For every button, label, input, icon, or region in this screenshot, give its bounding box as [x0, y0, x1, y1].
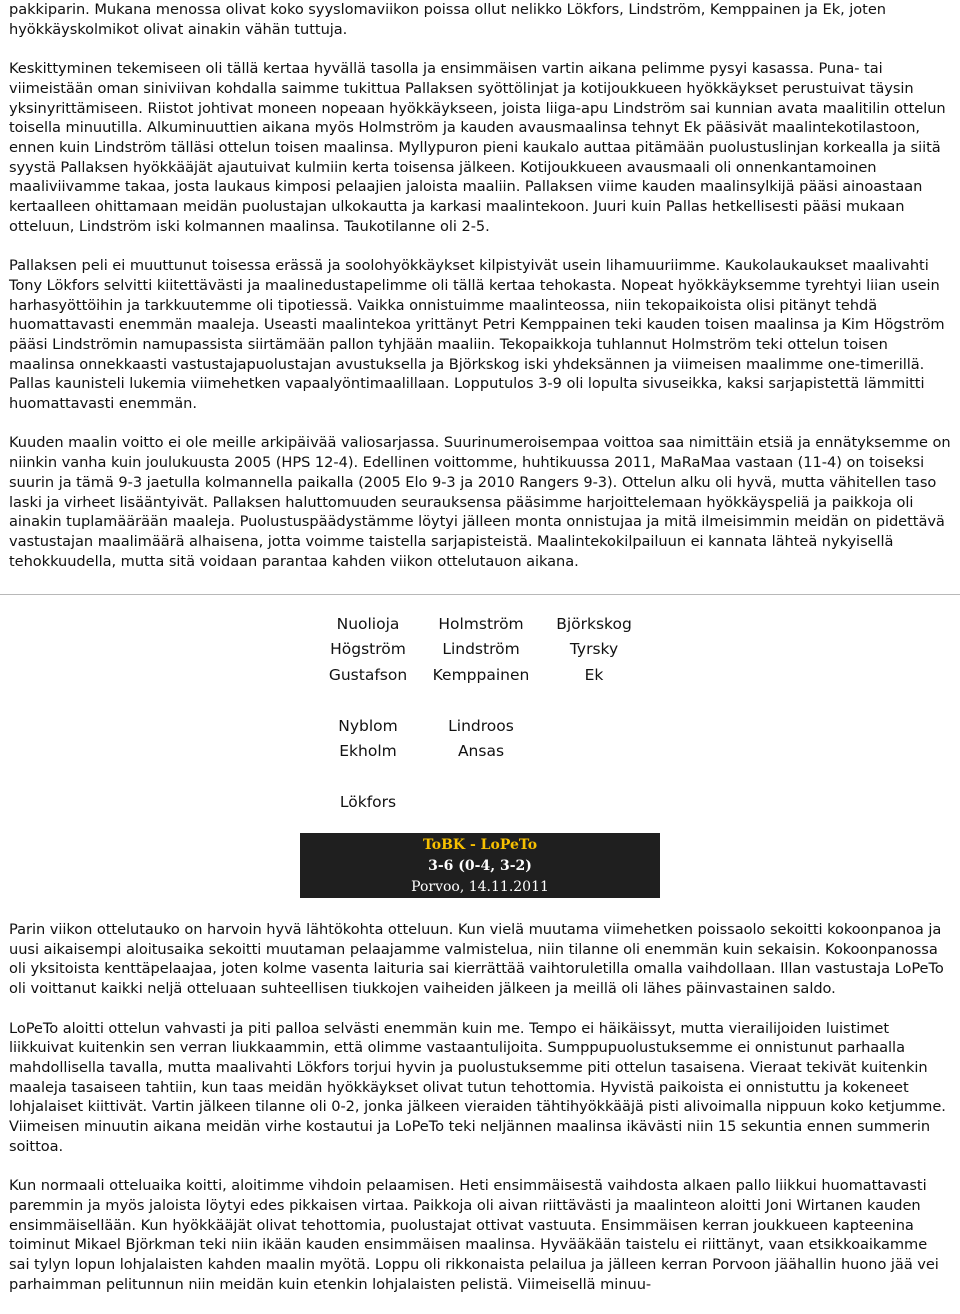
- match-score: 3-6 (0-4, 3-2): [428, 858, 532, 874]
- lineup-row-defense-1: [313, 714, 539, 739]
- paragraph: Parin viikon ottelutauko on harvoin hyvä lähtökohta otteluun. Kun vielä muutama viimehetken poissaolo sekoitti kokoonpanoa ja uusi aikaisempi aloitusaika sekoitti muutaman pelaajamme valmistelua, niin tilanne oli enemmän kuin sekaisin. Kokoonpanossa oli yksitoista kenttäpelaajaa, joten kolme vasenta laituria sai kierrättää vaihtoruletilla omalla vaihdollaan. Illan vastustaja LoPeTo oli voittanut kaikki neljä otteluaan suhteellisen tiukkojen vaiheiden jälkeen ja meillä oli lähes päinvastainen saldo.: [9, 921, 944, 998]
- article-top: [9, 0, 951, 571]
- section-divider: [0, 594, 960, 595]
- player-name: Holmström: [438, 615, 524, 633]
- result-box: [300, 833, 660, 898]
- lineup-row-goalie: [313, 790, 423, 815]
- match-place-date: Porvoo, 14.11.2011: [411, 879, 549, 895]
- player-name: Lindroos: [448, 717, 514, 735]
- paragraph: pakkiparin. Mukana menossa olivat koko syyslomaviikon poissa ollut nelikko Lökfors, Lindström, Kemppainen ja Ek, joten hyökkäyskolmikot olivat ainakin vähän tuttuja.: [9, 1, 886, 38]
- paragraph: Kuuden maalin voitto ei ole meille arkipäivää valiosarjassa. Suurinumeroisempaa voittoa saa nimittäin etsiä ja ennätyksemme on niinkin vanha kuin joulukuusta 2005 (HPS 12-4). Edellinen voittomme, huhtikuussa 2011, MaRaMaa vastaan (11-4) on toiseksi suurin ja tämä 9-3 jaetulla kolmannella paikalla (2005 Elo 9-3 ja 2010 Rangers 9-3). Ottelun alku oli hyvä, mutta vähitellen taso laski ja virheet lisääntyivät. Pallaksen haluttomuuden seurauksensa pääsimme harjoittelemaan hyökkäyspeliä ja paikkoja oli ainakin tuplamäärään maaleja. Puolustuspäädystämme löytyi jälleen monta onnistujaa ja mitä ilmeisimmin meidän on pidettävä vastustajan maalimäärä alhaisena, jotta voimme taistella sarjapisteistä. Maalintekokilpailuun ei kannata lähteä nykyisellä tehokkuudella, mutta sitä voidaan parantaa kahden viikon ottelutauon aikana.: [9, 434, 951, 570]
- lineup-row-forwards-3: [313, 663, 649, 688]
- article-bottom: [9, 920, 951, 1294]
- player-name: Ekholm: [339, 742, 397, 760]
- paragraph: Keskittyminen tekemiseen oli tällä kertaa hyvällä tasolla ja ensimmäisen vartin aikana pelimme pysyi kasassa. Puna- tai viimeistään oman siniviivan kohdalla saimme tukittua Pallaksen syöttölinjat ja kotijoukkueen hyökkäykset perustuivat täysin yksinyrittämiseen. Riistot johtivat moneen nopeaan hyökkäykseen, joista liiga-apu Lindström sai kunnian avata maalitilin ottelun toisella minuutilla. Alkuminuuttien aikana myös Holmström ja kauden avausmaalinsa tehnyt Ek pääsivät maalintekotilastoon, ennen kuin Lindström tälläsi ottelun toisen maalinsa. Myllypuron pieni kaukalo auttaa pitämään puolustuslinjan korkealla ja siitä syystä Pallaksen hyökkääjät ajautuivat kulmiin kerta toisensa jälkeen. Kotijoukkueen avausmaali oli onnenkantamoinen maaliviivamme takaa, josta laukaus kimposi pelaajien jaloista maaliin. Pallaksen viime kauden maalinsylkijä pääsi ainoastaan kertaalleen ohittamaan meidän puolustajan ulkokautta ja karkasi maalintekoon. Juuri kuin Pallas hetkellisesti pääsi mukaan otteluun, Lindström iski kolmannen maalinsa. Taukotilanne oli 2-5.: [9, 60, 946, 235]
- player-name: Nyblom: [338, 717, 398, 735]
- lineup-row-defense-2: [313, 739, 539, 764]
- lineup-row-forwards-1: [313, 612, 649, 637]
- lineup-row-forwards-2: [313, 637, 649, 662]
- paragraph: Kun normaali otteluaika koitti, aloitimme vihdoin pelaamisen. Heti ensimmäisestä vaihdosta alkaen pallo liikkui huomattavasti paremmin ja myös jaloista löytyi edes pikkaisen virtaa. Paikkoja oli aivan riittävästi ja maalinteon aloitti Joni Wirtanen kauden ensimmäisellään. Kun hyökkääjät olivat tehottomia, puolustajat ottivat vastuuta. Ensimmäisen kerran joukkueen kapteenina toiminut Mikael Björkman teki niin ikään kauden ensimmäisen maalinsa. Hyvääkään taistelu ei riittänyt, vaan etsikkoaikamme sai tylyn lopun lohjalaisten kahden maalin myötä. Loppu oli rikkonaista pelailua ja jälleen kerran Porvoon jäähallin huono jää vei parhaimman pelitunnun niin meidän kuin etenkin lohjalaisten pelistä. Viimeisellä minuu-: [9, 1177, 939, 1293]
- player-name: Björkskog: [556, 615, 632, 633]
- player-name: Lindström: [442, 640, 520, 658]
- player-name: Tyrsky: [569, 640, 619, 658]
- player-name: Kemppainen: [432, 666, 530, 684]
- player-name: Lökfors: [339, 793, 397, 811]
- paragraph: LoPeTo aloitti ottelun vahvasti ja piti palloa selvästi enemmän kuin me. Tempo ei häikäissyt, mutta vierailijoiden luistimet liikkuivat kuitenkin sen verran liukkaammin, että olimme vastaantulijoita. Sumppupuolustuksemme ei onnistunut parhaalla mahdollisella tavalla, mutta maalivahti Lökfors torjui hyvin ja puolustuksemme piti ottelun tasaisena. Vieraat tekivät kuitenkin maaleja tasaiseen tahtiin, kun taas meidän hyökkäykset olivat tutun tehottomia. Hyvistä paikoista ei onnistuttu ja kokeneet lohjalaiset kiittivät. Vartin jälkeen tilanne oli 0-2, jonka jälkeen vieraiden tähtihyökkääjä pisti alivoimalla nippuun koko ketjumme. Viimeisen minuutin aikana meidän virhe kostautui ja LoPeTo teki neljännen maalinsa ikävästi niin 15 sekuntia ennen summerin soittoa.: [9, 1019, 946, 1155]
- player-name: Högström: [330, 640, 406, 658]
- player-name: Gustafson: [328, 666, 408, 684]
- player-name: Ek: [584, 666, 604, 684]
- player-name: Ansas: [457, 742, 505, 760]
- player-name: Nuolioja: [336, 615, 400, 633]
- match-title: ToBK - LoPeTo: [422, 837, 538, 853]
- paragraph: Pallaksen peli ei muuttunut toisessa erässä ja soolohyökkäykset kilpistyivät usein lihamuuriimme. Kaukolaukaukset maalivahti Tony Lökfors selvitti kiitettävästi ja maalinedustapelimme oli tällä kertaa tehokasta. Nopeat hyökkäyksemme tyrehtyi liian usein harhasyöttöihin ja tarkkuutemme oli tipotiessä. Vaikka onnistuimme maalinteossa, niin tekopaikoista olisi pitänyt tehdä huomattavasti enemmän maaleja. Useasti maalintekoa yrittänyt Petri Kemppainen teki kauden toisen maalinsa ja Kim Högström pääsi Lindströmin namupassista siirtämään pallon tyhjään maaliin. Tekopaikkoja tuhlannut Holmström teki ottelun toisen maalinsa onnekkaasti vastustajapuolustajan avustuksella ja Björkskog iski yhdeksännen ja viimeisen maalimme one-timerillä. Pallas kaunisteli lukemia viimehetken vapaalyöntimaalillaan. Lopputulos 3-9 oli lopulta sivuseikka, kaksi sarjapistettä lämmitti huomattavasti enemmän.: [9, 257, 945, 413]
